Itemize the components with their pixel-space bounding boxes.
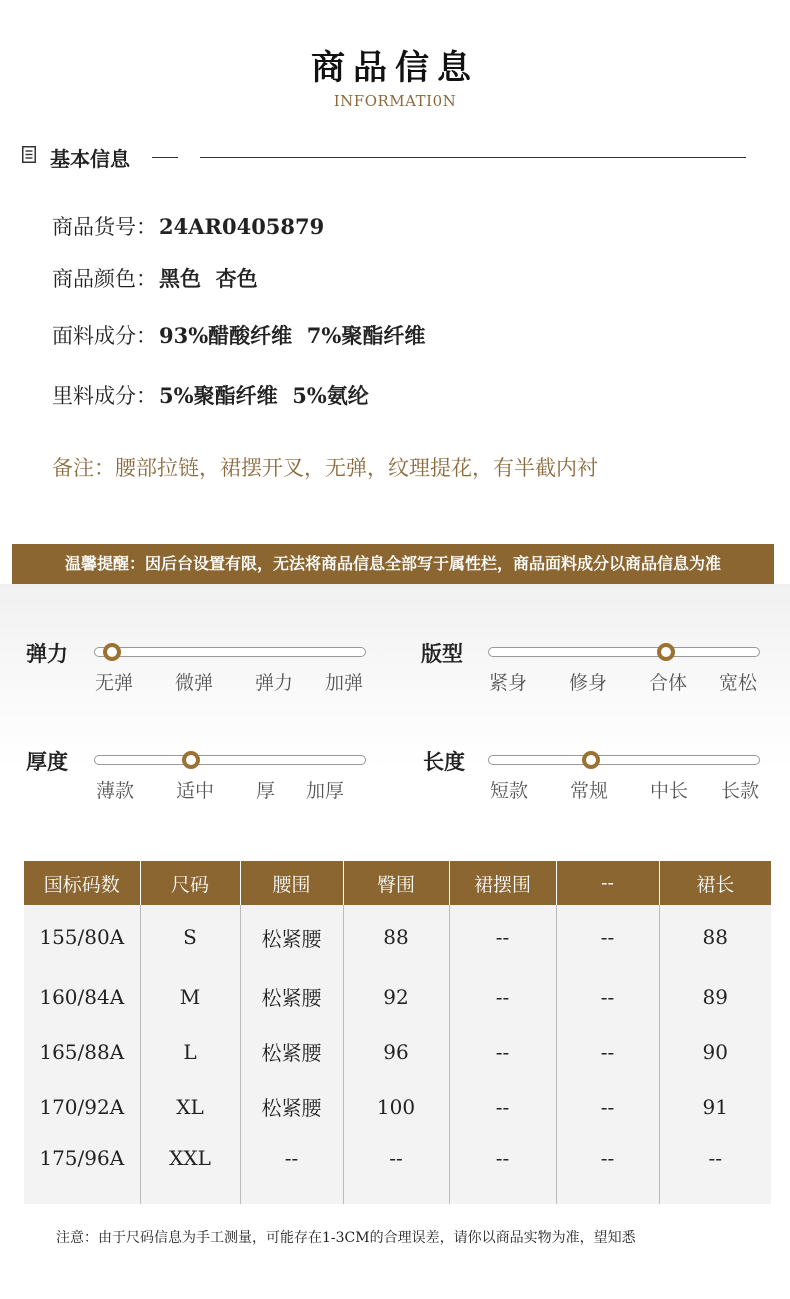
table-cell: 松紧腰	[240, 1079, 343, 1134]
table-cell: 91	[659, 1079, 771, 1134]
table-cell: 155/80A	[24, 905, 140, 969]
table-header-cell: 国标码数	[24, 861, 140, 905]
length-track	[488, 755, 760, 765]
table-cell: 88	[659, 905, 771, 969]
table-cell: --	[449, 1024, 556, 1079]
page-title: 商品信息	[311, 48, 479, 88]
table-row	[24, 1024, 771, 1079]
table-row	[24, 1079, 771, 1134]
remark-note: 备注：腰部拉链，裙摆开叉，无弹，纹理提花，有半截内衬	[52, 456, 598, 480]
info-row-sku	[52, 211, 324, 241]
length-option: 中长	[650, 780, 689, 802]
elasticity-track	[94, 647, 366, 657]
table-row	[24, 969, 771, 1024]
thickness-option: 加厚	[306, 780, 345, 802]
table-cell: --	[659, 1134, 771, 1204]
fit-knob	[657, 643, 675, 661]
table-cell: 松紧腰	[240, 969, 343, 1024]
table-header-cell: 裙摆围	[449, 861, 556, 905]
table-cell: 175/96A	[24, 1134, 140, 1204]
table-cell: S	[140, 905, 240, 969]
elasticity-label: 弹力	[26, 641, 68, 666]
table-cell: XL	[140, 1079, 240, 1134]
table-cell: 松紧腰	[240, 1024, 343, 1079]
table-cell: 松紧腰	[240, 905, 343, 969]
info-label: 商品颜色：	[52, 267, 157, 291]
fit-label: 版型	[421, 641, 463, 666]
info-value: 24AR0405879	[159, 214, 325, 239]
fit-option: 合体	[649, 672, 688, 694]
page-subtitle: INFORMATI0N	[333, 92, 457, 110]
table-cell: 100	[343, 1079, 449, 1134]
info-value: 93%醋酸纤维 7%聚酯纤维	[159, 323, 426, 348]
table-row	[24, 1134, 771, 1204]
elasticity-knob	[103, 643, 121, 661]
info-label: 面料成分：	[52, 324, 157, 348]
table-cell: 170/92A	[24, 1079, 140, 1134]
table-cell: 96	[343, 1024, 449, 1079]
document-list-icon	[22, 146, 36, 163]
table-cell: --	[556, 1079, 659, 1134]
thickness-option: 厚	[256, 780, 276, 802]
table-header-cell: 裙长	[659, 861, 771, 905]
thickness-knob	[182, 751, 200, 769]
table-cell: 90	[659, 1024, 771, 1079]
table-cell: --	[556, 969, 659, 1024]
reminder-banner	[12, 544, 774, 584]
table-cell: --	[343, 1134, 449, 1204]
table-cell: --	[449, 905, 556, 969]
table-cell: --	[556, 905, 659, 969]
table-cell: --	[449, 1134, 556, 1204]
table-header-row	[24, 861, 771, 905]
info-label: 商品货号：	[52, 215, 157, 239]
table-cell: 165/88A	[24, 1024, 140, 1079]
thickness-label: 厚度	[26, 749, 68, 774]
table-cell: --	[240, 1134, 343, 1204]
info-value: 5%聚酯纤维 5%氨纶	[159, 383, 369, 408]
fit-option: 修身	[569, 672, 608, 694]
measurement-note: 注意：由于尺码信息为手工测量，可能存在1-3CM的合理误差，请你以商品实物为准，望知悉	[56, 1230, 636, 1246]
info-row-lining	[52, 380, 369, 410]
table-row	[24, 905, 771, 969]
length-option: 短款	[490, 780, 529, 802]
fit-option: 紧身	[489, 672, 528, 694]
info-row-fabric	[52, 320, 425, 350]
thickness-track	[94, 755, 366, 765]
info-label: 里料成分：	[52, 384, 157, 408]
table-header-cell: 尺码	[140, 861, 240, 905]
table-header-cell: --	[556, 861, 659, 905]
reminder-text: 温馨提醒：因后台设置有限，无法将商品信息全部写于属性栏，商品面料成分以商品信息为准	[64, 554, 721, 573]
table-cell: 160/84A	[24, 969, 140, 1024]
table-cell: XXL	[140, 1134, 240, 1204]
table-cell: L	[140, 1024, 240, 1079]
elasticity-option: 弹力	[255, 672, 294, 694]
table-cell: --	[556, 1024, 659, 1079]
table-cell: 89	[659, 969, 771, 1024]
table-header-cell: 臀围	[343, 861, 449, 905]
fit-track	[488, 647, 760, 657]
table-cell: --	[556, 1134, 659, 1204]
length-option: 长款	[721, 780, 760, 802]
table-cell: M	[140, 969, 240, 1024]
section-divider-long	[200, 157, 746, 158]
table-cell: 92	[343, 969, 449, 1024]
elasticity-option: 无弹	[95, 672, 134, 694]
table-header-cell: 腰围	[240, 861, 343, 905]
fit-option: 宽松	[719, 672, 758, 694]
elasticity-option: 微弹	[175, 672, 214, 694]
length-option: 常规	[570, 780, 609, 802]
info-row-color	[52, 263, 258, 293]
thickness-option: 薄款	[96, 780, 135, 802]
thickness-option: 适中	[176, 780, 215, 802]
table-cell: 88	[343, 905, 449, 969]
section-divider-short	[152, 157, 178, 158]
size-table	[24, 861, 771, 1204]
length-label: 长度	[423, 749, 465, 774]
length-knob	[582, 751, 600, 769]
table-cell: --	[449, 969, 556, 1024]
section-title: 基本信息	[50, 147, 130, 171]
table-cell: --	[449, 1079, 556, 1134]
info-value: 黑色 杏色	[159, 266, 258, 291]
elasticity-option: 加弹	[325, 672, 364, 694]
